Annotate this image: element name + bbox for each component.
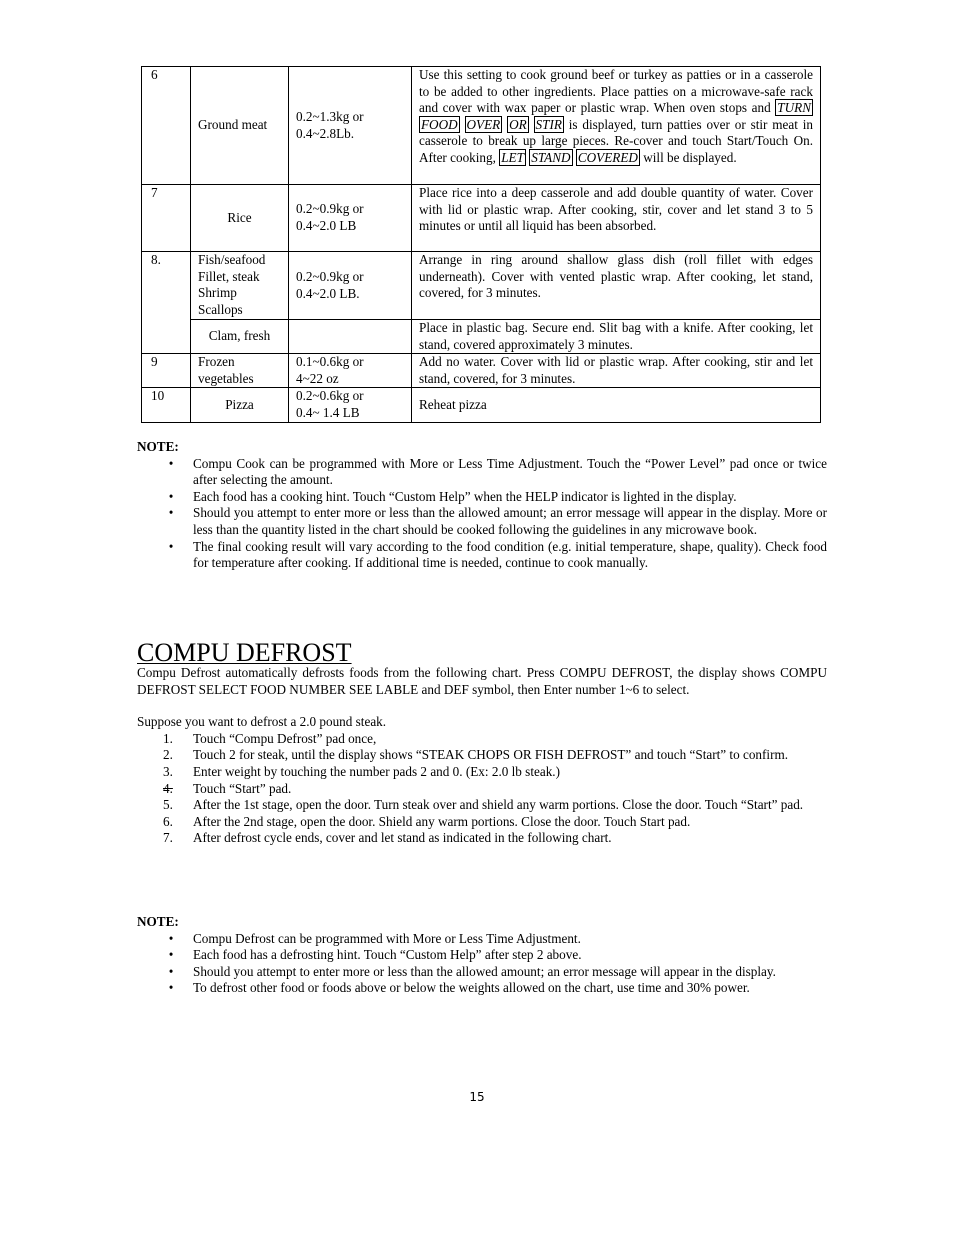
food-name: [191, 252, 289, 320]
step-text: Touch “Compu Defrost” pad once,: [193, 730, 377, 746]
amount-line: 0.4~2.8Lb.: [296, 125, 355, 141]
section-intro: Compu Defrost automatically defrosts foods from the following chart. Press COMPU DEFROST, the display shows COMPU DEFROST SELECT FOOD NUMBER SEE LABLE and DEF symbol, then Enter number 1~6 to select.: [137, 665, 827, 697]
list-item: [137, 456, 827, 489]
list-item: [137, 731, 827, 748]
row-number: 10: [142, 388, 191, 422]
list-item: [137, 814, 827, 831]
table-row: [142, 185, 821, 252]
hint-text: will be displayed.: [643, 149, 737, 165]
step-number: 5.: [163, 797, 173, 813]
note-text: Each food has a cooking hint. Touch “Custom Help” when the HELP indicator is lighted in the display.: [193, 488, 737, 504]
note-list: [137, 931, 827, 997]
note-text: Should you attempt to enter more or less than the allowed amount; an error message will appear in the display. More or less than the quantity listed in the chart should be cooked following the guidelines in any microwave book.: [193, 505, 827, 537]
list-item: [137, 764, 827, 781]
page-number: 15: [469, 1090, 485, 1104]
display-word-box: STIR: [535, 116, 562, 132]
step-number: 2.: [163, 747, 173, 763]
food-line: Shrimp: [198, 285, 237, 301]
compu-defrost-section: [137, 639, 827, 847]
display-word-box: TURN: [777, 100, 812, 116]
food-amount: [289, 67, 412, 185]
food-amount: [289, 354, 412, 388]
food-name: Clam, fresh: [191, 320, 289, 354]
food-line: Fillet, steak: [198, 268, 260, 284]
amount-line: 0.2~0.6kg or: [296, 388, 364, 404]
display-word-box: FOOD: [421, 116, 458, 132]
step-text: After the 1st stage, open the door. Turn steak over and shield any warm portions. Close the door. Touch “Start” pad.: [193, 797, 804, 813]
table-row: [142, 354, 821, 388]
amount-line: 0.4~ 1.4 LB: [296, 404, 360, 420]
list-item: [137, 781, 827, 798]
note-text: The final cooking result will vary according to the food condition (e.g. initial temperature, shape, quality). Check food for temperature after cooking. If additional time is needed, continue to cook manually.: [193, 538, 827, 571]
step-text: Touch 2 for steak, until the display shows “STEAK CHOPS OR FISH DEFROST” and touch “Start” to confirm.: [193, 747, 789, 763]
food-amount: [289, 252, 412, 320]
compu-cook-notes: [137, 439, 827, 572]
cooking-hint: Place rice into a deep casserole and add double quantity of water. Cover with lid or plastic wrap. After cooking, stir, cover and let stand 3 to 5 minutes or until all liquid has been absorbed.: [412, 185, 821, 252]
row-number: 9: [142, 354, 191, 388]
step-number: 1.: [163, 730, 173, 746]
list-item: [137, 980, 827, 997]
bullet: •: [168, 455, 174, 471]
cooking-hint: Reheat pizza: [412, 388, 821, 422]
list-item: [137, 505, 827, 538]
row-number: 6: [142, 67, 191, 185]
step-text: Touch “Start” pad.: [193, 780, 292, 796]
food-name: Pizza: [191, 388, 289, 422]
step-text: After defrost cycle ends, cover and let stand as indicated in the following chart.: [193, 830, 612, 846]
row-number: 7: [142, 185, 191, 252]
display-word-box: OR: [509, 116, 527, 132]
amount-line: 0.2~1.3kg or: [296, 108, 364, 124]
list-item: [137, 539, 827, 572]
compu-cook-table: [141, 66, 821, 423]
note-text: Compu Cook can be programmed with More or Less Time Adjustment. Touch the “Power Level” pad once or twice after selecting the amount.: [193, 455, 827, 488]
list-item: [137, 489, 827, 506]
note-list: [137, 456, 827, 572]
bullet: •: [168, 930, 174, 946]
note-text: Should you attempt to enter more or less than the allowed amount; an error message will appear in the display.: [193, 963, 776, 979]
amount-line: 0.2~0.9kg or: [296, 268, 364, 284]
food-amount: [289, 388, 412, 422]
amount-line: 0.4~2.0 LB: [296, 218, 357, 233]
list-item: [137, 797, 827, 814]
table-row: [142, 320, 821, 354]
section-example: Suppose you want to defrost a 2.0 pound steak.: [137, 714, 387, 730]
table-row: [142, 252, 821, 320]
display-word-box: STAND: [531, 149, 571, 165]
row-number: 8.: [142, 252, 191, 354]
amount-line: 4~22 oz: [296, 370, 339, 386]
food-amount: [289, 320, 412, 354]
cooking-hint: Place in plastic bag. Secure end. Slit bag with a knife. After cooking, let stand, covered approximately 3 minutes.: [412, 320, 821, 354]
bullet: •: [168, 980, 174, 996]
list-item: [137, 947, 827, 964]
note-label: NOTE:: [137, 439, 179, 454]
step-number: 3.: [163, 763, 173, 779]
hint-text: is displayed, turn patties over or stir meat in casserole to break up large pieces. Re-cover and touch Start/Touch On. After cooking,: [419, 116, 814, 165]
food-line: Fish/seafood: [198, 252, 266, 267]
section-title: COMPU DEFROST: [137, 638, 352, 667]
note-text: Each food has a defrosting hint. Touch “Custom Help” after step 2 above.: [193, 947, 582, 963]
note-text: To defrost other food or foods above or below the weights allowed on the chart, use time and 30% power.: [193, 980, 750, 996]
food-name: [191, 354, 289, 388]
list-item: [137, 830, 827, 847]
compu-defrost-notes: [137, 914, 827, 997]
food-line: Scallops: [198, 301, 243, 317]
bullet: •: [168, 947, 174, 963]
cooking-hint: Arrange in ring around shallow glass dish (roll fillet with edges underneath). Cover with vented plastic wrap. After cooking, let stand, covered, for 3 minutes.: [412, 252, 821, 320]
step-number: 6.: [163, 813, 173, 829]
cooking-hint: [412, 67, 821, 185]
amount-line: 0.1~0.6kg or: [296, 354, 364, 370]
bullet: •: [168, 538, 174, 554]
bullet: •: [168, 488, 174, 504]
step-text: After the 2nd stage, open the door. Shield any warm portions. Close the door. Touch Start pad.: [193, 813, 691, 829]
food-name: Ground meat: [191, 67, 289, 185]
amount-line: 0.2~0.9kg or: [296, 201, 364, 217]
bullet: •: [168, 505, 174, 521]
step-number: 4.: [163, 780, 173, 796]
display-word-box: LET: [501, 149, 524, 165]
food-line: Frozen: [198, 354, 235, 370]
step-text: Enter weight by touching the number pads 2 and 0. (Ex: 2.0 lb steak.): [193, 763, 560, 779]
step-number: 7.: [163, 830, 173, 846]
table-row: [142, 67, 821, 185]
amount-line: 0.4~2.0 LB.: [296, 285, 360, 301]
list-item: [137, 747, 827, 764]
note-text: Compu Defrost can be programmed with More or Less Time Adjustment.: [193, 930, 581, 946]
list-item: [137, 931, 827, 948]
defrost-steps: [137, 731, 827, 847]
cooking-hint: Add no water. Cover with lid or plastic wrap. After cooking, stir and let stand, covered, for 3 minutes.: [412, 354, 821, 388]
food-line: vegetables: [198, 370, 254, 386]
hint-text: Use this setting to cook ground beef or turkey as patties or in a casserole to be added to other ingredients. Place patties on a microwave-safe rack and cover with wax paper or plastic wrap. When oven stops and: [419, 67, 813, 116]
food-name: Rice: [191, 185, 289, 252]
display-word-box: OVER: [466, 116, 501, 132]
table-row: [142, 388, 821, 422]
food-amount: [289, 185, 412, 252]
note-label: NOTE:: [137, 914, 179, 929]
bullet: •: [168, 963, 174, 979]
list-item: [137, 964, 827, 981]
display-word-box: COVERED: [577, 149, 638, 165]
